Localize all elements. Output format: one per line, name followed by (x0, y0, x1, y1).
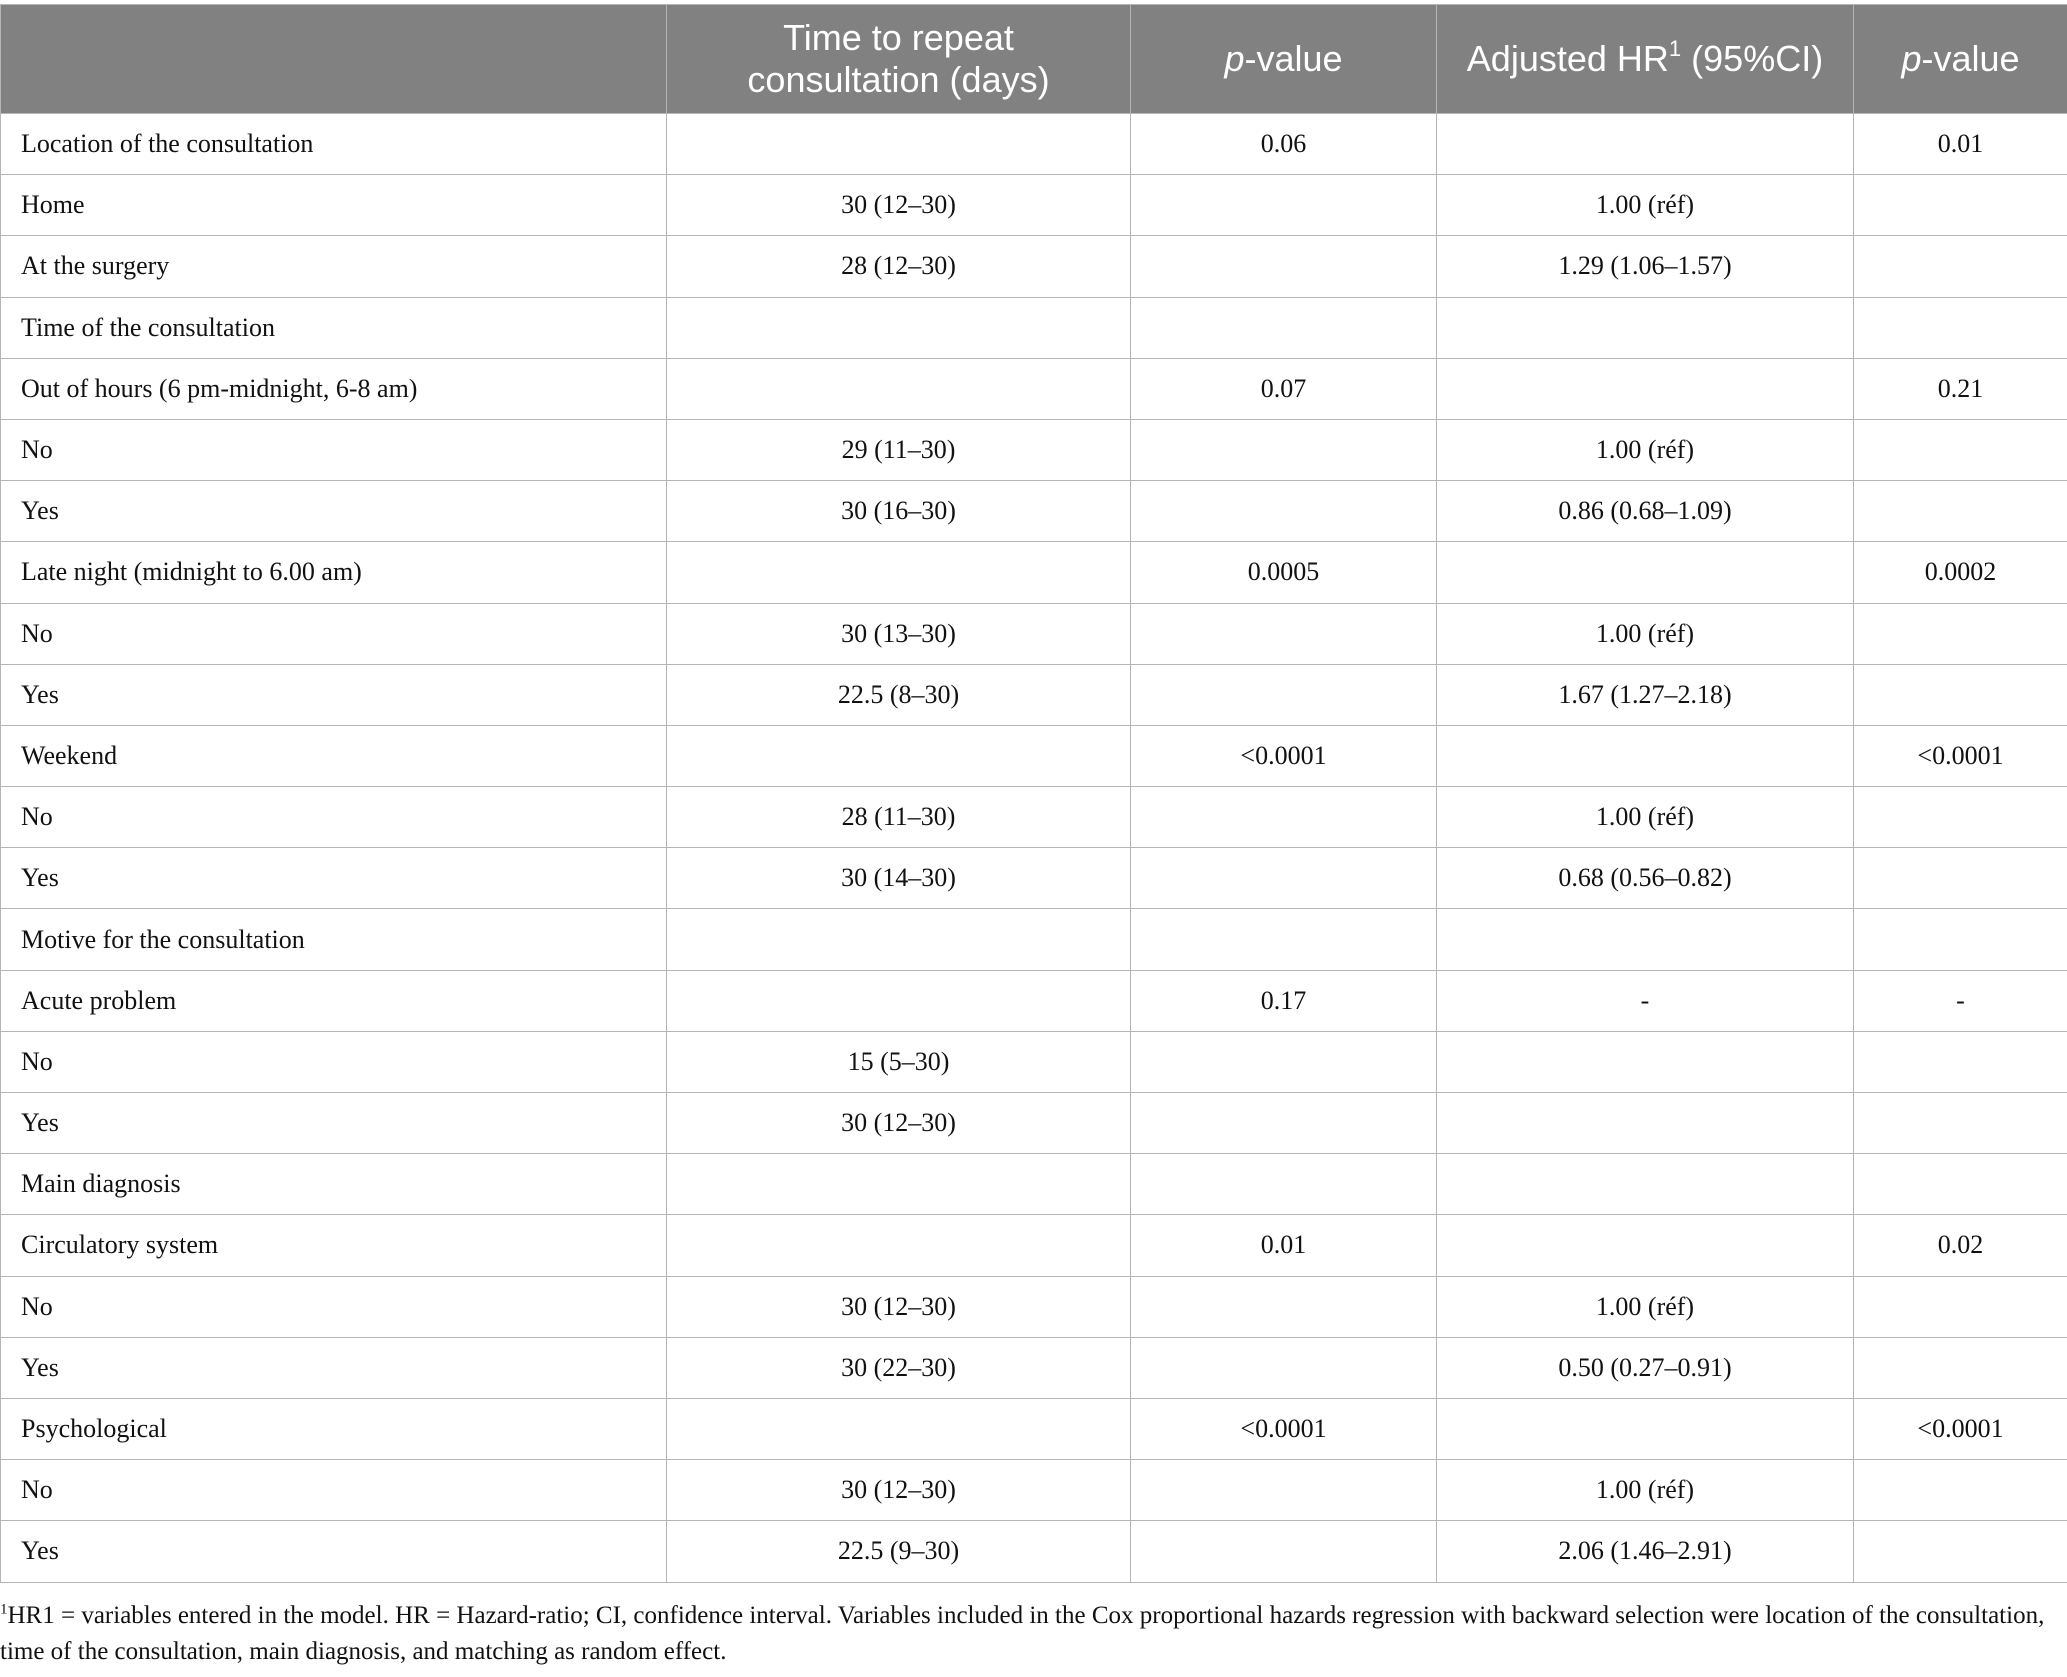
header-hr-sup: 1 (1668, 36, 1682, 61)
header-hr-suffix: (95%CI) (1681, 38, 1824, 79)
cell-p-value-1 (1131, 909, 1437, 970)
row-label: No (1, 787, 667, 848)
row-label: Weekend (1, 725, 667, 786)
cell-adjusted-hr: 1.00 (réf) (1437, 175, 1854, 236)
cell-adjusted-hr (1437, 542, 1854, 603)
cell-time: 22.5 (9–30) (667, 1521, 1131, 1582)
cell-adjusted-hr (1437, 725, 1854, 786)
row-label: No (1, 603, 667, 664)
footnote-text: HR1 = variables entered in the model. HR = Hazard-ratio; CI, confidence interval. Variables included in the Cox proportional hazards regression with backward selection were location of the consultation, time of the consultation, main diagnosis, and matching as random effect. (0, 1602, 2045, 1665)
cell-p-value-1 (1131, 664, 1437, 725)
table-row (1, 970, 2067, 1031)
cell-p-value-2: 0.01 (1854, 114, 2067, 175)
cell-time (667, 1398, 1131, 1459)
row-label: Yes (1, 481, 667, 542)
table-header (1, 5, 2067, 114)
table-row (1, 725, 2067, 786)
table-row (1, 1093, 2067, 1154)
cell-time (667, 725, 1131, 786)
cell-adjusted-hr: 1.00 (réf) (1437, 1276, 1854, 1337)
cell-p-value-1: 0.06 (1131, 114, 1437, 175)
header-p1-italic: p (1224, 38, 1245, 79)
header-p2-italic: p (1901, 38, 1922, 79)
cell-time: 30 (12–30) (667, 1276, 1131, 1337)
table-row (1, 664, 2067, 725)
cell-adjusted-hr: 1.00 (réf) (1437, 603, 1854, 664)
cell-p-value-1 (1131, 603, 1437, 664)
cell-p-value-1 (1131, 1154, 1437, 1215)
table-row (1, 1521, 2067, 1582)
cell-time (667, 114, 1131, 175)
cell-p-value-1 (1131, 787, 1437, 848)
cell-p-value-1: <0.0001 (1131, 1398, 1437, 1459)
cell-p-value-2: 0.02 (1854, 1215, 2067, 1276)
header-time-line1: Time to repeat (783, 17, 1014, 58)
header-adjusted-hr (1437, 5, 1854, 114)
cell-adjusted-hr (1437, 1398, 1854, 1459)
header-p-value-2 (1854, 5, 2067, 114)
cell-p-value-1: 0.01 (1131, 1215, 1437, 1276)
cell-adjusted-hr: 1.00 (réf) (1437, 1460, 1854, 1521)
cell-p-value-2 (1854, 1093, 2067, 1154)
row-label: Yes (1, 664, 667, 725)
cell-time (667, 1154, 1131, 1215)
table-row (1, 603, 2067, 664)
cell-p-value-2 (1854, 1154, 2067, 1215)
cell-time: 30 (14–30) (667, 848, 1131, 909)
cell-p-value-2 (1854, 1460, 2067, 1521)
cell-p-value-2 (1854, 175, 2067, 236)
header-p1-rest: -value (1244, 38, 1343, 79)
cell-time (667, 297, 1131, 358)
cell-p-value-1 (1131, 236, 1437, 297)
cell-time (667, 909, 1131, 970)
cell-p-value-1 (1131, 848, 1437, 909)
row-label: Motive for the consultation (1, 909, 667, 970)
cell-adjusted-hr: 1.67 (1.27–2.18) (1437, 664, 1854, 725)
cell-p-value-2 (1854, 419, 2067, 480)
cell-adjusted-hr (1437, 909, 1854, 970)
row-label: Location of the consultation (1, 114, 667, 175)
cell-p-value-2 (1854, 787, 2067, 848)
row-label: No (1, 1276, 667, 1337)
cell-adjusted-hr (1437, 114, 1854, 175)
cell-p-value-1 (1131, 419, 1437, 480)
cell-p-value-1 (1131, 1031, 1437, 1092)
row-label: Home (1, 175, 667, 236)
table-row (1, 419, 2067, 480)
row-label: Yes (1, 848, 667, 909)
table-row (1, 909, 2067, 970)
cell-p-value-2: 0.21 (1854, 358, 2067, 419)
cell-adjusted-hr: - (1437, 970, 1854, 1031)
cell-time: 29 (11–30) (667, 419, 1131, 480)
cell-adjusted-hr (1437, 1154, 1854, 1215)
table-row (1, 175, 2067, 236)
cell-adjusted-hr: 1.29 (1.06–1.57) (1437, 236, 1854, 297)
row-label: Yes (1, 1093, 667, 1154)
table-row (1, 114, 2067, 175)
cell-p-value-2 (1854, 1031, 2067, 1092)
header-p-value-1 (1131, 5, 1437, 114)
cell-time: 28 (11–30) (667, 787, 1131, 848)
header-row (1, 5, 2067, 114)
cell-time: 30 (12–30) (667, 1093, 1131, 1154)
cell-adjusted-hr (1437, 358, 1854, 419)
cell-p-value-2 (1854, 236, 2067, 297)
cell-adjusted-hr (1437, 297, 1854, 358)
header-p2-rest: -value (1921, 38, 2020, 79)
cell-p-value-2 (1854, 603, 2067, 664)
cell-time (667, 970, 1131, 1031)
row-label: Psychological (1, 1398, 667, 1459)
cell-p-value-1 (1131, 1521, 1437, 1582)
table-row (1, 481, 2067, 542)
header-time-to-repeat (667, 5, 1131, 114)
cell-adjusted-hr (1437, 1215, 1854, 1276)
cell-adjusted-hr: 2.06 (1.46–2.91) (1437, 1521, 1854, 1582)
cell-time: 30 (12–30) (667, 1460, 1131, 1521)
cell-p-value-1 (1131, 1093, 1437, 1154)
cell-time (667, 358, 1131, 419)
cell-p-value-2 (1854, 664, 2067, 725)
cell-p-value-1 (1131, 481, 1437, 542)
cell-time: 30 (13–30) (667, 603, 1131, 664)
cell-p-value-2: <0.0001 (1854, 725, 2067, 786)
row-label: No (1, 419, 667, 480)
cell-time (667, 542, 1131, 603)
cell-time: 30 (22–30) (667, 1337, 1131, 1398)
cell-p-value-2: - (1854, 970, 2067, 1031)
cell-p-value-1: 0.07 (1131, 358, 1437, 419)
cell-p-value-2 (1854, 909, 2067, 970)
row-label: Out of hours (6 pm-midnight, 6-8 am) (1, 358, 667, 419)
table-row (1, 787, 2067, 848)
table-row (1, 1215, 2067, 1276)
cell-time: 30 (16–30) (667, 481, 1131, 542)
cell-p-value-1 (1131, 297, 1437, 358)
cell-p-value-2 (1854, 1276, 2067, 1337)
row-label: Yes (1, 1337, 667, 1398)
table-row (1, 358, 2067, 419)
table-row (1, 542, 2067, 603)
cell-time (667, 1215, 1131, 1276)
cell-p-value-2 (1854, 297, 2067, 358)
cell-adjusted-hr: 0.86 (0.68–1.09) (1437, 481, 1854, 542)
table-row (1, 297, 2067, 358)
table-row (1, 1276, 2067, 1337)
cell-adjusted-hr (1437, 1031, 1854, 1092)
cell-time: 30 (12–30) (667, 175, 1131, 236)
cell-adjusted-hr (1437, 1093, 1854, 1154)
table-row (1, 848, 2067, 909)
cell-p-value-1 (1131, 1276, 1437, 1337)
header-hr-prefix: Adjusted HR (1466, 38, 1669, 79)
row-label: Time of the consultation (1, 297, 667, 358)
row-label: No (1, 1460, 667, 1521)
table-row (1, 1031, 2067, 1092)
row-label: Acute problem (1, 970, 667, 1031)
cell-adjusted-hr: 0.68 (0.56–0.82) (1437, 848, 1854, 909)
table-row (1, 1460, 2067, 1521)
cell-p-value-2: 0.0002 (1854, 542, 2067, 603)
table-row (1, 1337, 2067, 1398)
row-label: Main diagnosis (1, 1154, 667, 1215)
cell-time: 15 (5–30) (667, 1031, 1131, 1092)
header-time-line2: consultation (days) (747, 59, 1050, 100)
footnote-marker: 1 (0, 1601, 8, 1618)
cell-p-value-1 (1131, 1460, 1437, 1521)
cell-p-value-2 (1854, 1521, 2067, 1582)
cell-p-value-1: <0.0001 (1131, 725, 1437, 786)
row-label: At the surgery (1, 236, 667, 297)
table-row (1, 1154, 2067, 1215)
results-table (0, 4, 2067, 1583)
row-label: Circulatory system (1, 1215, 667, 1276)
cell-p-value-2 (1854, 1337, 2067, 1398)
cell-p-value-1 (1131, 1337, 1437, 1398)
table-footnote (0, 1598, 2060, 1670)
cell-p-value-2 (1854, 481, 2067, 542)
cell-time: 22.5 (8–30) (667, 664, 1131, 725)
cell-adjusted-hr: 1.00 (réf) (1437, 787, 1854, 848)
row-label: Yes (1, 1521, 667, 1582)
cell-p-value-2: <0.0001 (1854, 1398, 2067, 1459)
table-body (1, 114, 2067, 1583)
row-label: No (1, 1031, 667, 1092)
cell-p-value-1: 0.17 (1131, 970, 1437, 1031)
header-label (1, 5, 667, 114)
cell-p-value-2 (1854, 848, 2067, 909)
table-row (1, 236, 2067, 297)
cell-adjusted-hr: 0.50 (0.27–0.91) (1437, 1337, 1854, 1398)
cell-p-value-1: 0.0005 (1131, 542, 1437, 603)
cell-time: 28 (12–30) (667, 236, 1131, 297)
table-row (1, 1398, 2067, 1459)
row-label: Late night (midnight to 6.00 am) (1, 542, 667, 603)
cell-adjusted-hr: 1.00 (réf) (1437, 419, 1854, 480)
cell-p-value-1 (1131, 175, 1437, 236)
